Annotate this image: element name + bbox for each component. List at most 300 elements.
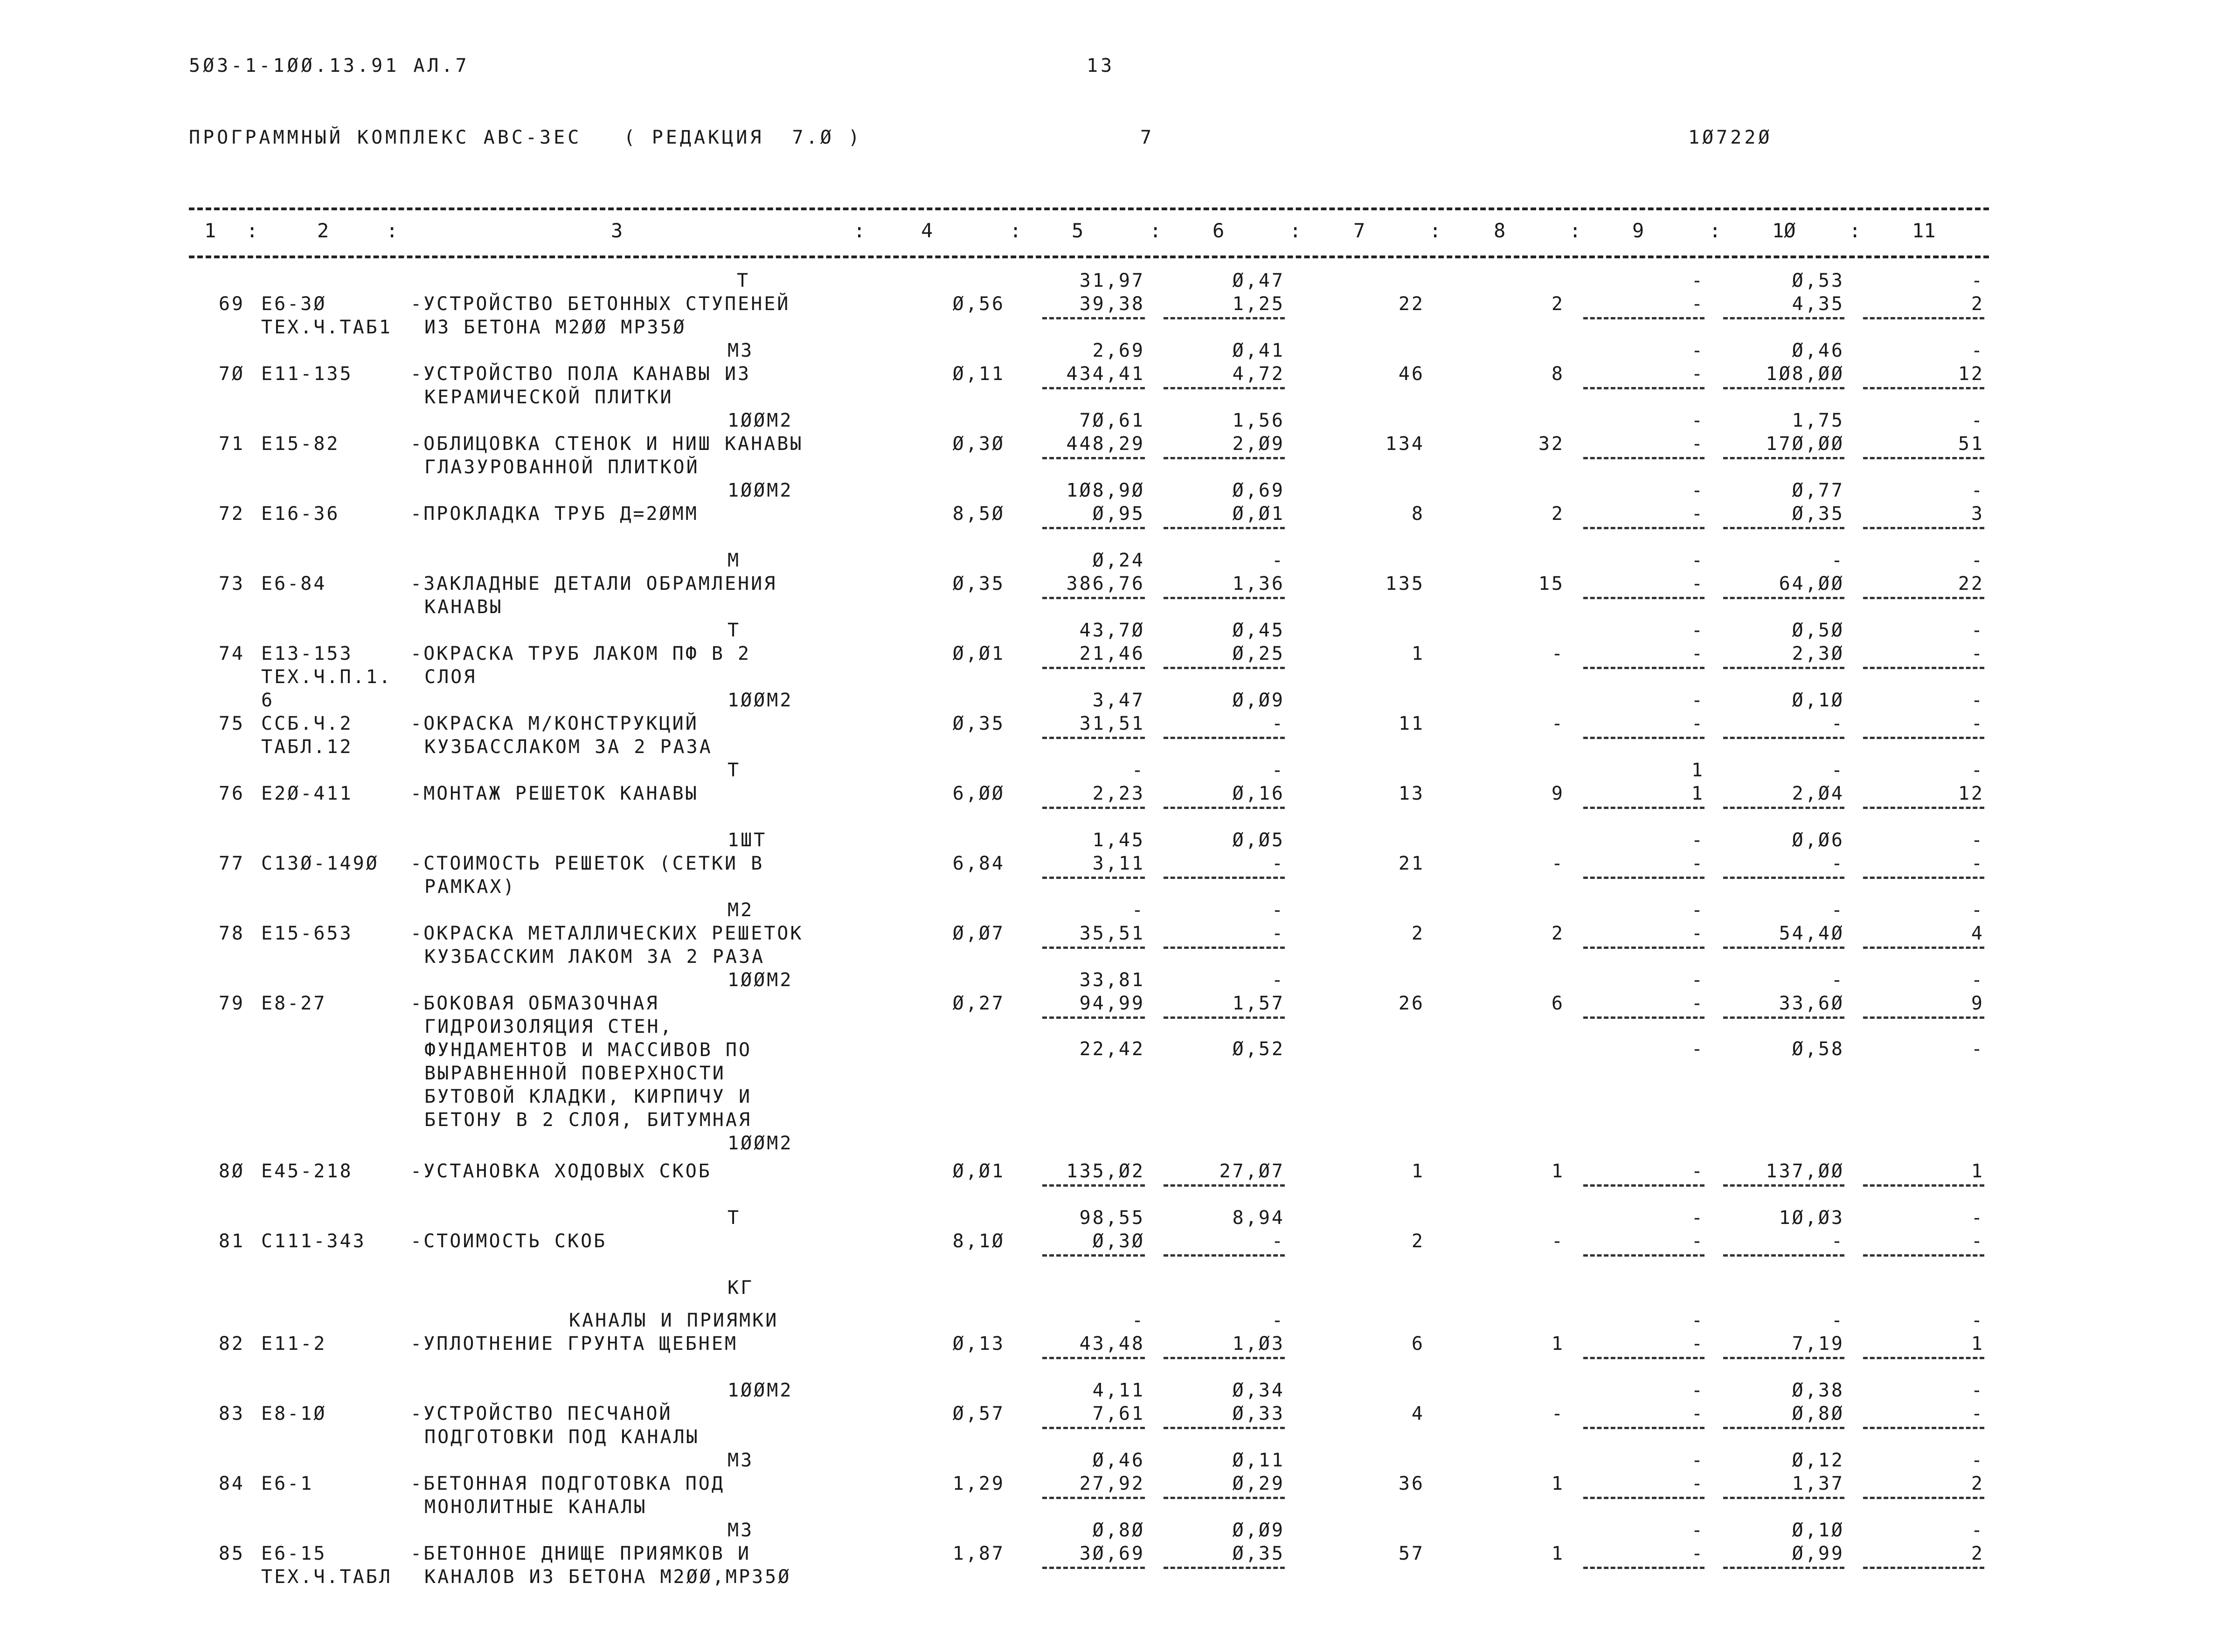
row-79-c11: 9 (1971, 993, 1984, 1014)
row-separator (1042, 597, 1145, 599)
row-85-col5-upper: Ø,8Ø (1092, 1520, 1145, 1541)
row-83-c11: - (1971, 1403, 1984, 1424)
row-81-c5: Ø,3Ø (1092, 1230, 1145, 1252)
row-7Ø-col9-upper: - (1691, 340, 1704, 361)
row-73-c9: - (1691, 573, 1704, 594)
row-number: 74 (218, 643, 245, 664)
row-code: С111-343 (261, 1230, 366, 1252)
col-5: 5 (1072, 219, 1084, 242)
row-75-col10-upper: Ø,1Ø (1792, 690, 1844, 711)
row-79-c6: 1,57 (1232, 993, 1285, 1014)
row-83-c8: - (1551, 1403, 1565, 1424)
col-sep: : (1010, 219, 1022, 242)
row-76-c9: 1 (1691, 783, 1704, 804)
row-77-c10: - (1831, 853, 1844, 874)
row-77-c6: - (1271, 853, 1285, 874)
row-separator (1583, 737, 1704, 739)
row-description: -ПРОКЛАДКА ТРУБ Д=2ØММ (410, 503, 699, 525)
row-unit: М3 (728, 1450, 754, 1471)
row-78-c10: 54,4Ø (1779, 923, 1844, 944)
row-83-col9-upper: - (1691, 1380, 1704, 1401)
row-72-c10: Ø,35 (1792, 503, 1844, 525)
col-sep: : (1150, 219, 1162, 242)
row-code: ССБ.Ч.2 (261, 713, 353, 734)
row-separator (1723, 527, 1844, 529)
row-84-col9-upper: - (1691, 1450, 1704, 1471)
col-1: 1 (204, 219, 216, 242)
row-code: Е45-218 (261, 1161, 353, 1182)
row-unit: 1ØØМ2 (728, 1380, 793, 1401)
row-separator (1042, 737, 1145, 739)
row-separator (1723, 387, 1844, 389)
row-82-col6-upper: - (1271, 1310, 1285, 1331)
row-71-c5: 448,29 (1066, 433, 1145, 455)
row-69-col10-upper: Ø,53 (1792, 270, 1844, 291)
row-separator (1863, 737, 1984, 739)
row-72-col11-upper: - (1971, 480, 1984, 501)
row-7Ø-c8: 8 (1551, 363, 1565, 385)
row-74-c5: 21,46 (1079, 643, 1145, 664)
row-7Ø-c6: 4,72 (1232, 363, 1285, 385)
row-unit: 1ØØМ2 (728, 480, 793, 501)
row-78-c8: 2 (1551, 923, 1565, 944)
row-unit: Т (728, 1207, 741, 1229)
row-unit: М3 (728, 1520, 754, 1541)
row-separator (1042, 947, 1145, 949)
row-74-c11: - (1971, 643, 1984, 664)
row-separator (1164, 1497, 1285, 1499)
row-description: -УСТРОЙСТВО БЕТОННЫХ СТУПЕНЕЙ (410, 293, 790, 315)
row-description: БУТОВОЙ КЛАДКИ, КИРПИЧУ И (424, 1086, 752, 1107)
row-73-c5: 386,76 (1066, 573, 1145, 594)
row-description: КУЗБАССЛАКОМ ЗА 2 РАЗА (424, 736, 713, 758)
row-number: 79 (218, 993, 245, 1014)
col-11: 11 (1912, 219, 1936, 242)
row-separator (1723, 1497, 1844, 1499)
row-separator (1042, 457, 1145, 459)
row-separator (1723, 877, 1844, 879)
row-7Ø-c7: 46 (1398, 363, 1425, 385)
row-separator (1723, 317, 1844, 319)
row-76-c4: 6,ØØ (952, 783, 1005, 804)
row-69-c9: - (1691, 293, 1704, 315)
row-81-col6-upper: 8,94 (1232, 1207, 1285, 1229)
row-separator (1723, 947, 1844, 949)
row-72-c5: Ø,95 (1092, 503, 1145, 525)
col-sep: : (1429, 219, 1441, 242)
row-description: -ОКРАСКА МЕТАЛЛИЧЕСКИХ РЕШЕТОК (410, 923, 804, 944)
row-separator (1164, 387, 1285, 389)
row-82-col9-upper: - (1691, 1310, 1704, 1331)
row-description: -БЕТОННОЕ ДНИЩЕ ПРИЯМКОВ И (410, 1543, 751, 1564)
row-description: -УПЛОТНЕНИЕ ГРУНТА ЩЕБНЕМ (410, 1333, 738, 1355)
row-separator (1164, 597, 1285, 599)
row-69-col11-upper: - (1971, 270, 1984, 291)
row-72-c4: 8,5Ø (952, 503, 1005, 525)
row-code: Е16-36 (261, 503, 340, 525)
document-code: 5Ø3-1-1ØØ.13.91 АЛ.7 (189, 55, 470, 76)
row-separator (1164, 667, 1285, 669)
row-separator (1042, 667, 1145, 669)
row-separator (1583, 807, 1704, 809)
row-code: ТЕХ.Ч.П.1. (261, 666, 392, 688)
row-79-c7: 26 (1398, 993, 1425, 1014)
row-separator (1164, 527, 1285, 529)
row-72-c6: Ø,Ø1 (1232, 503, 1285, 525)
row-separator (1042, 1497, 1145, 1499)
row-85-col9-upper: - (1691, 1520, 1704, 1541)
row-69-col5-upper: 31,97 (1079, 270, 1145, 291)
row-number: 73 (218, 573, 245, 594)
row-71-col6-upper: 1,56 (1232, 410, 1285, 431)
row-81-c8: - (1551, 1230, 1565, 1252)
row-code: Е11-2 (261, 1333, 327, 1355)
row-separator (1863, 457, 1984, 459)
row-69-col6-upper: Ø,47 (1232, 270, 1285, 291)
row-separator (1723, 807, 1844, 809)
row-code: ТЕХ.Ч.ТАБ1 (261, 317, 392, 338)
row-7Ø-col11-upper: - (1971, 340, 1984, 361)
row-description: -УСТРОЙСТВО ПОЛА КАНАВЫ ИЗ (410, 363, 751, 385)
row-79-c10: 33,6Ø (1779, 993, 1844, 1014)
row-71-c6: 2,Ø9 (1232, 433, 1285, 455)
col-10: 1Ø (1772, 219, 1796, 242)
row-code: Е11-135 (261, 363, 353, 385)
row-separator (1723, 667, 1844, 669)
row-code: Е6-84 (261, 573, 327, 594)
row-82-col5-upper: - (1131, 1310, 1145, 1331)
row-76-c7: 13 (1398, 783, 1425, 804)
row-unit: М2 (728, 899, 754, 921)
row-79-col9-lower: - (1691, 1038, 1704, 1060)
row-72-c9: - (1691, 503, 1704, 525)
row-description: -ОБЛИЦОВКА СТЕНОК И НИШ КАНАВЫ (410, 433, 804, 455)
row-73-col10-upper: - (1831, 550, 1844, 571)
row-unit: 1ØØМ2 (728, 969, 793, 991)
row-81-c6: - (1271, 1230, 1285, 1252)
row-77-c4: 6,84 (952, 853, 1005, 874)
row-separator (1583, 1016, 1704, 1019)
row-79-c9: - (1691, 993, 1704, 1014)
row-83-col5-upper: 4,11 (1092, 1380, 1145, 1401)
row-separator (1583, 947, 1704, 949)
row-7Ø-col6-upper: Ø,41 (1232, 340, 1285, 361)
col-2: 2 (317, 219, 329, 242)
row-81-c7: 2 (1411, 1230, 1425, 1252)
row-75-c5: 31,51 (1079, 713, 1145, 734)
row-separator (1583, 1357, 1704, 1359)
row-77-col6-upper: Ø,Ø5 (1232, 829, 1285, 851)
row-unit: 1ØØМ2 (728, 410, 793, 431)
row-72-c11: 3 (1971, 503, 1984, 525)
row-77-col10-upper: Ø,Ø6 (1792, 829, 1844, 851)
row-separator (1863, 1497, 1984, 1499)
row-82-c4: Ø,13 (952, 1333, 1005, 1355)
col-separators: : (246, 219, 258, 242)
row-description: -СТОИМОСТЬ СКОБ (410, 1230, 607, 1252)
row-description: КАНАЛОВ ИЗ БЕТОНА М2ØØ,МРЗ5Ø (424, 1566, 791, 1588)
row-84-col11-upper: - (1971, 1450, 1984, 1471)
row-separator (1863, 1184, 1984, 1187)
row-code: 6 (261, 690, 275, 711)
row-number: 76 (218, 783, 245, 804)
row-71-col9-upper: - (1691, 410, 1704, 431)
section-title: КАНАЛЫ И ПРИЯМКИ (569, 1310, 779, 1331)
row-separator (1863, 387, 1984, 389)
row-71-c7: 134 (1385, 433, 1425, 455)
row-79-col10-lower: Ø,58 (1792, 1038, 1844, 1060)
row-75-col11-upper: - (1971, 690, 1984, 711)
row-separator (1164, 1184, 1285, 1187)
row-85-c8: 1 (1551, 1543, 1565, 1564)
row-69-c7: 22 (1398, 293, 1425, 315)
row-69-col9-upper: - (1691, 270, 1704, 291)
row-code: Е8-27 (261, 993, 327, 1014)
row-85-c5: 3Ø,69 (1079, 1543, 1145, 1564)
sheet-number: 7 (1140, 127, 1155, 148)
row-77-col5-upper: 1,45 (1092, 829, 1145, 851)
row-69-c6: 1,25 (1232, 293, 1285, 315)
row-84-c4: 1,29 (952, 1473, 1005, 1494)
row-number: 78 (218, 923, 245, 944)
row-separator (1042, 1184, 1145, 1187)
row-code: Е2Ø-411 (261, 783, 353, 804)
row-79-col11-upper: - (1971, 969, 1984, 991)
row-unit: Т (728, 620, 741, 641)
row-number: 82 (218, 1333, 245, 1355)
row-description: КАНАВЫ (424, 596, 503, 618)
row-72-col10-upper: Ø,77 (1792, 480, 1844, 501)
row-number: 85 (218, 1543, 245, 1564)
row-82-col11-upper: - (1971, 1310, 1984, 1331)
row-separator (1863, 597, 1984, 599)
row-74-col10-upper: Ø,5Ø (1792, 620, 1844, 641)
row-description: БЕТОНУ В 2 СЛОЯ, БИТУМНАЯ (424, 1109, 752, 1131)
row-7Ø-col10-upper: Ø,46 (1792, 340, 1844, 361)
row-separator (1723, 1254, 1844, 1257)
row-separator (1583, 1567, 1704, 1569)
row-separator (1863, 667, 1984, 669)
row-separator (1042, 1016, 1145, 1019)
col-3: 3 (611, 219, 623, 242)
row-73-c7: 135 (1385, 573, 1425, 594)
col-sep: : (1709, 219, 1721, 242)
col-4: 4 (921, 219, 933, 242)
row-code: Е6-1 (261, 1473, 314, 1494)
row-description: -БЕТОННАЯ ПОДГОТОВКА ПОД (410, 1473, 725, 1494)
row-78-col6-upper: - (1271, 899, 1285, 921)
row-76-col5-upper: - (1131, 760, 1145, 781)
row-separator (1164, 457, 1285, 459)
row-72-col5-upper: 1Ø8,9Ø (1066, 480, 1145, 501)
row-79-col9-upper: - (1691, 969, 1704, 991)
row-71-col11-upper: - (1971, 410, 1984, 431)
row-72-col6-upper: Ø,69 (1232, 480, 1285, 501)
row-85-c7: 57 (1398, 1543, 1425, 1564)
row-description: -МОНТАЖ РЕШЕТОК КАНАВЫ (410, 783, 699, 804)
row-description: -СТОИМОСТЬ РЕШЕТОК (СЕТКИ В (410, 853, 764, 874)
row-77-c7: 21 (1398, 853, 1425, 874)
row-79-c8: 6 (1551, 993, 1565, 1014)
row-separator (1723, 1567, 1844, 1569)
row-71-col5-upper: 7Ø,61 (1079, 410, 1145, 431)
row-number: 75 (218, 713, 245, 734)
col-6: 6 (1212, 219, 1225, 242)
row-separator (1723, 457, 1844, 459)
row-8Ø-c5: 135,Ø2 (1066, 1161, 1145, 1182)
row-83-c10: Ø,8Ø (1792, 1403, 1844, 1424)
row-7Ø-c5: 434,41 (1066, 363, 1145, 385)
col-7: 7 (1353, 219, 1365, 242)
row-separator (1863, 807, 1984, 809)
row-77-col9-upper: - (1691, 829, 1704, 851)
row-code: Е6-15 (261, 1543, 327, 1564)
row-separator (1863, 317, 1984, 319)
row-76-c8: 9 (1551, 783, 1565, 804)
row-76-c10: 2,Ø4 (1792, 783, 1844, 804)
row-description: ВЫРАВНЕННОЙ ПОВЕРХНОСТИ (424, 1063, 726, 1084)
row-separator (1583, 667, 1704, 669)
row-7Ø-c11: 12 (1958, 363, 1984, 385)
row-75-c8: - (1551, 713, 1565, 734)
row-code: Е13-153 (261, 643, 353, 664)
row-description: КУЗБАССКИМ ЛАКОМ ЗА 2 РАЗА (424, 946, 765, 968)
row-85-col6-upper: Ø,Ø9 (1232, 1520, 1285, 1541)
row-77-c11: - (1971, 853, 1984, 874)
col-9: 9 (1632, 219, 1644, 242)
row-69-c8: 2 (1551, 293, 1565, 315)
row-number: 8Ø (218, 1161, 245, 1182)
row-78-c4: Ø,Ø7 (952, 923, 1005, 944)
row-78-col10-upper: - (1831, 899, 1844, 921)
row-84-c9: - (1691, 1473, 1704, 1494)
row-69-c4: Ø,56 (952, 293, 1005, 315)
row-separator (1164, 1357, 1285, 1359)
row-description: -ОКРАСКА ТРУБ ЛАКОМ ПФ В 2 (410, 643, 751, 664)
row-84-c8: 1 (1551, 1473, 1565, 1494)
row-78-c9: - (1691, 923, 1704, 944)
row-8Ø-c8: 1 (1551, 1161, 1565, 1182)
row-75-c11: - (1971, 713, 1984, 734)
row-separator (1042, 1427, 1145, 1429)
row-separator (1164, 317, 1285, 319)
row-79-c5: 94,99 (1079, 993, 1145, 1014)
row-75-c10: - (1831, 713, 1844, 734)
row-84-c7: 36 (1398, 1473, 1425, 1494)
col-sep: : (1849, 219, 1861, 242)
row-83-c4: Ø,57 (952, 1403, 1005, 1424)
row-74-col5-upper: 43,7Ø (1079, 620, 1145, 641)
row-separator (1042, 877, 1145, 879)
row-84-c5: 27,92 (1079, 1473, 1145, 1494)
row-79-col10-upper: - (1831, 969, 1844, 991)
row-81-c4: 8,1Ø (952, 1230, 1005, 1252)
row-separator (1863, 1427, 1984, 1429)
row-description: КЕРАМИЧЕСКОЙ ПЛИТКИ (424, 387, 673, 408)
row-unit: 1ØØМ2 (728, 1133, 793, 1154)
row-8Ø-c10: 137,ØØ (1766, 1161, 1844, 1182)
row-71-c8: 32 (1538, 433, 1565, 455)
row-separator (1042, 387, 1145, 389)
row-code: Е6-3Ø (261, 293, 327, 315)
row-separator (1164, 1567, 1285, 1569)
row-separator (1042, 807, 1145, 809)
row-78-c11: 4 (1971, 923, 1984, 944)
row-separator (1164, 737, 1285, 739)
row-code: Е15-82 (261, 433, 340, 455)
row-number: 83 (218, 1403, 245, 1424)
row-76-c6: Ø,16 (1232, 783, 1285, 804)
row-separator (1723, 1357, 1844, 1359)
row-83-col11-upper: - (1971, 1380, 1984, 1401)
row-84-c10: 1,37 (1792, 1473, 1844, 1494)
row-71-c10: 17Ø,ØØ (1766, 433, 1844, 455)
row-number: 69 (218, 293, 245, 315)
col-sep: : (1569, 219, 1581, 242)
row-separator (1042, 1254, 1145, 1257)
row-78-col9-upper: - (1691, 899, 1704, 921)
row-74-c7: 1 (1411, 643, 1425, 664)
row-separator (1583, 457, 1704, 459)
row-85-c4: 1,87 (952, 1543, 1005, 1564)
row-separator (1863, 947, 1984, 949)
row-82-c9: - (1691, 1333, 1704, 1355)
row-description: ГЛАЗУРОВАННОЙ ПЛИТКОЙ (424, 456, 700, 478)
row-description: СЛОЯ (424, 666, 477, 688)
row-separator (1042, 1357, 1145, 1359)
row-number: 7Ø (218, 363, 245, 385)
row-separator (1583, 597, 1704, 599)
row-separator (1164, 1016, 1285, 1019)
row-separator (1042, 1567, 1145, 1569)
row-74-c8: - (1551, 643, 1565, 664)
row-separator (1164, 1427, 1285, 1429)
row-75-col9-upper: - (1691, 690, 1704, 711)
row-85-c6: Ø,35 (1232, 1543, 1285, 1564)
row-72-c7: 8 (1411, 503, 1425, 525)
row-separator (1583, 1254, 1704, 1257)
row-unit: М (728, 550, 741, 571)
row-number: 84 (218, 1473, 245, 1494)
row-separator (1583, 877, 1704, 879)
row-73-c11: 22 (1958, 573, 1984, 594)
row-75-c4: Ø,35 (952, 713, 1005, 734)
page-number: 13 (1087, 55, 1115, 76)
row-separator (1723, 1184, 1844, 1187)
row-number: 71 (218, 433, 245, 455)
col-sep: : (853, 219, 866, 242)
row-separator (1164, 877, 1285, 879)
row-85-col11-upper: - (1971, 1520, 1984, 1541)
row-7Ø-c4: Ø,11 (952, 363, 1005, 385)
row-83-c9: - (1691, 1403, 1704, 1424)
row-description: РАМКАХ) (424, 876, 516, 898)
row-74-c4: Ø,Ø1 (952, 643, 1005, 664)
row-85-col10-upper: Ø,1Ø (1792, 1520, 1844, 1541)
row-76-c5: 2,23 (1092, 783, 1145, 804)
row-separator (1583, 527, 1704, 529)
row-74-c9: - (1691, 643, 1704, 664)
row-unit: 1ШТ (728, 829, 767, 851)
row-unit: М3 (728, 340, 754, 361)
row-74-c10: 2,3Ø (1792, 643, 1844, 664)
row-separator (1583, 1184, 1704, 1187)
row-separator (1164, 807, 1285, 809)
row-code: С13Ø-149Ø (261, 853, 379, 874)
row-83-c7: 4 (1411, 1403, 1425, 1424)
row-description: ПОДГОТОВКИ ПОД КАНАЛЫ (424, 1426, 700, 1448)
row-76-col9-upper: 1 (1691, 760, 1704, 781)
